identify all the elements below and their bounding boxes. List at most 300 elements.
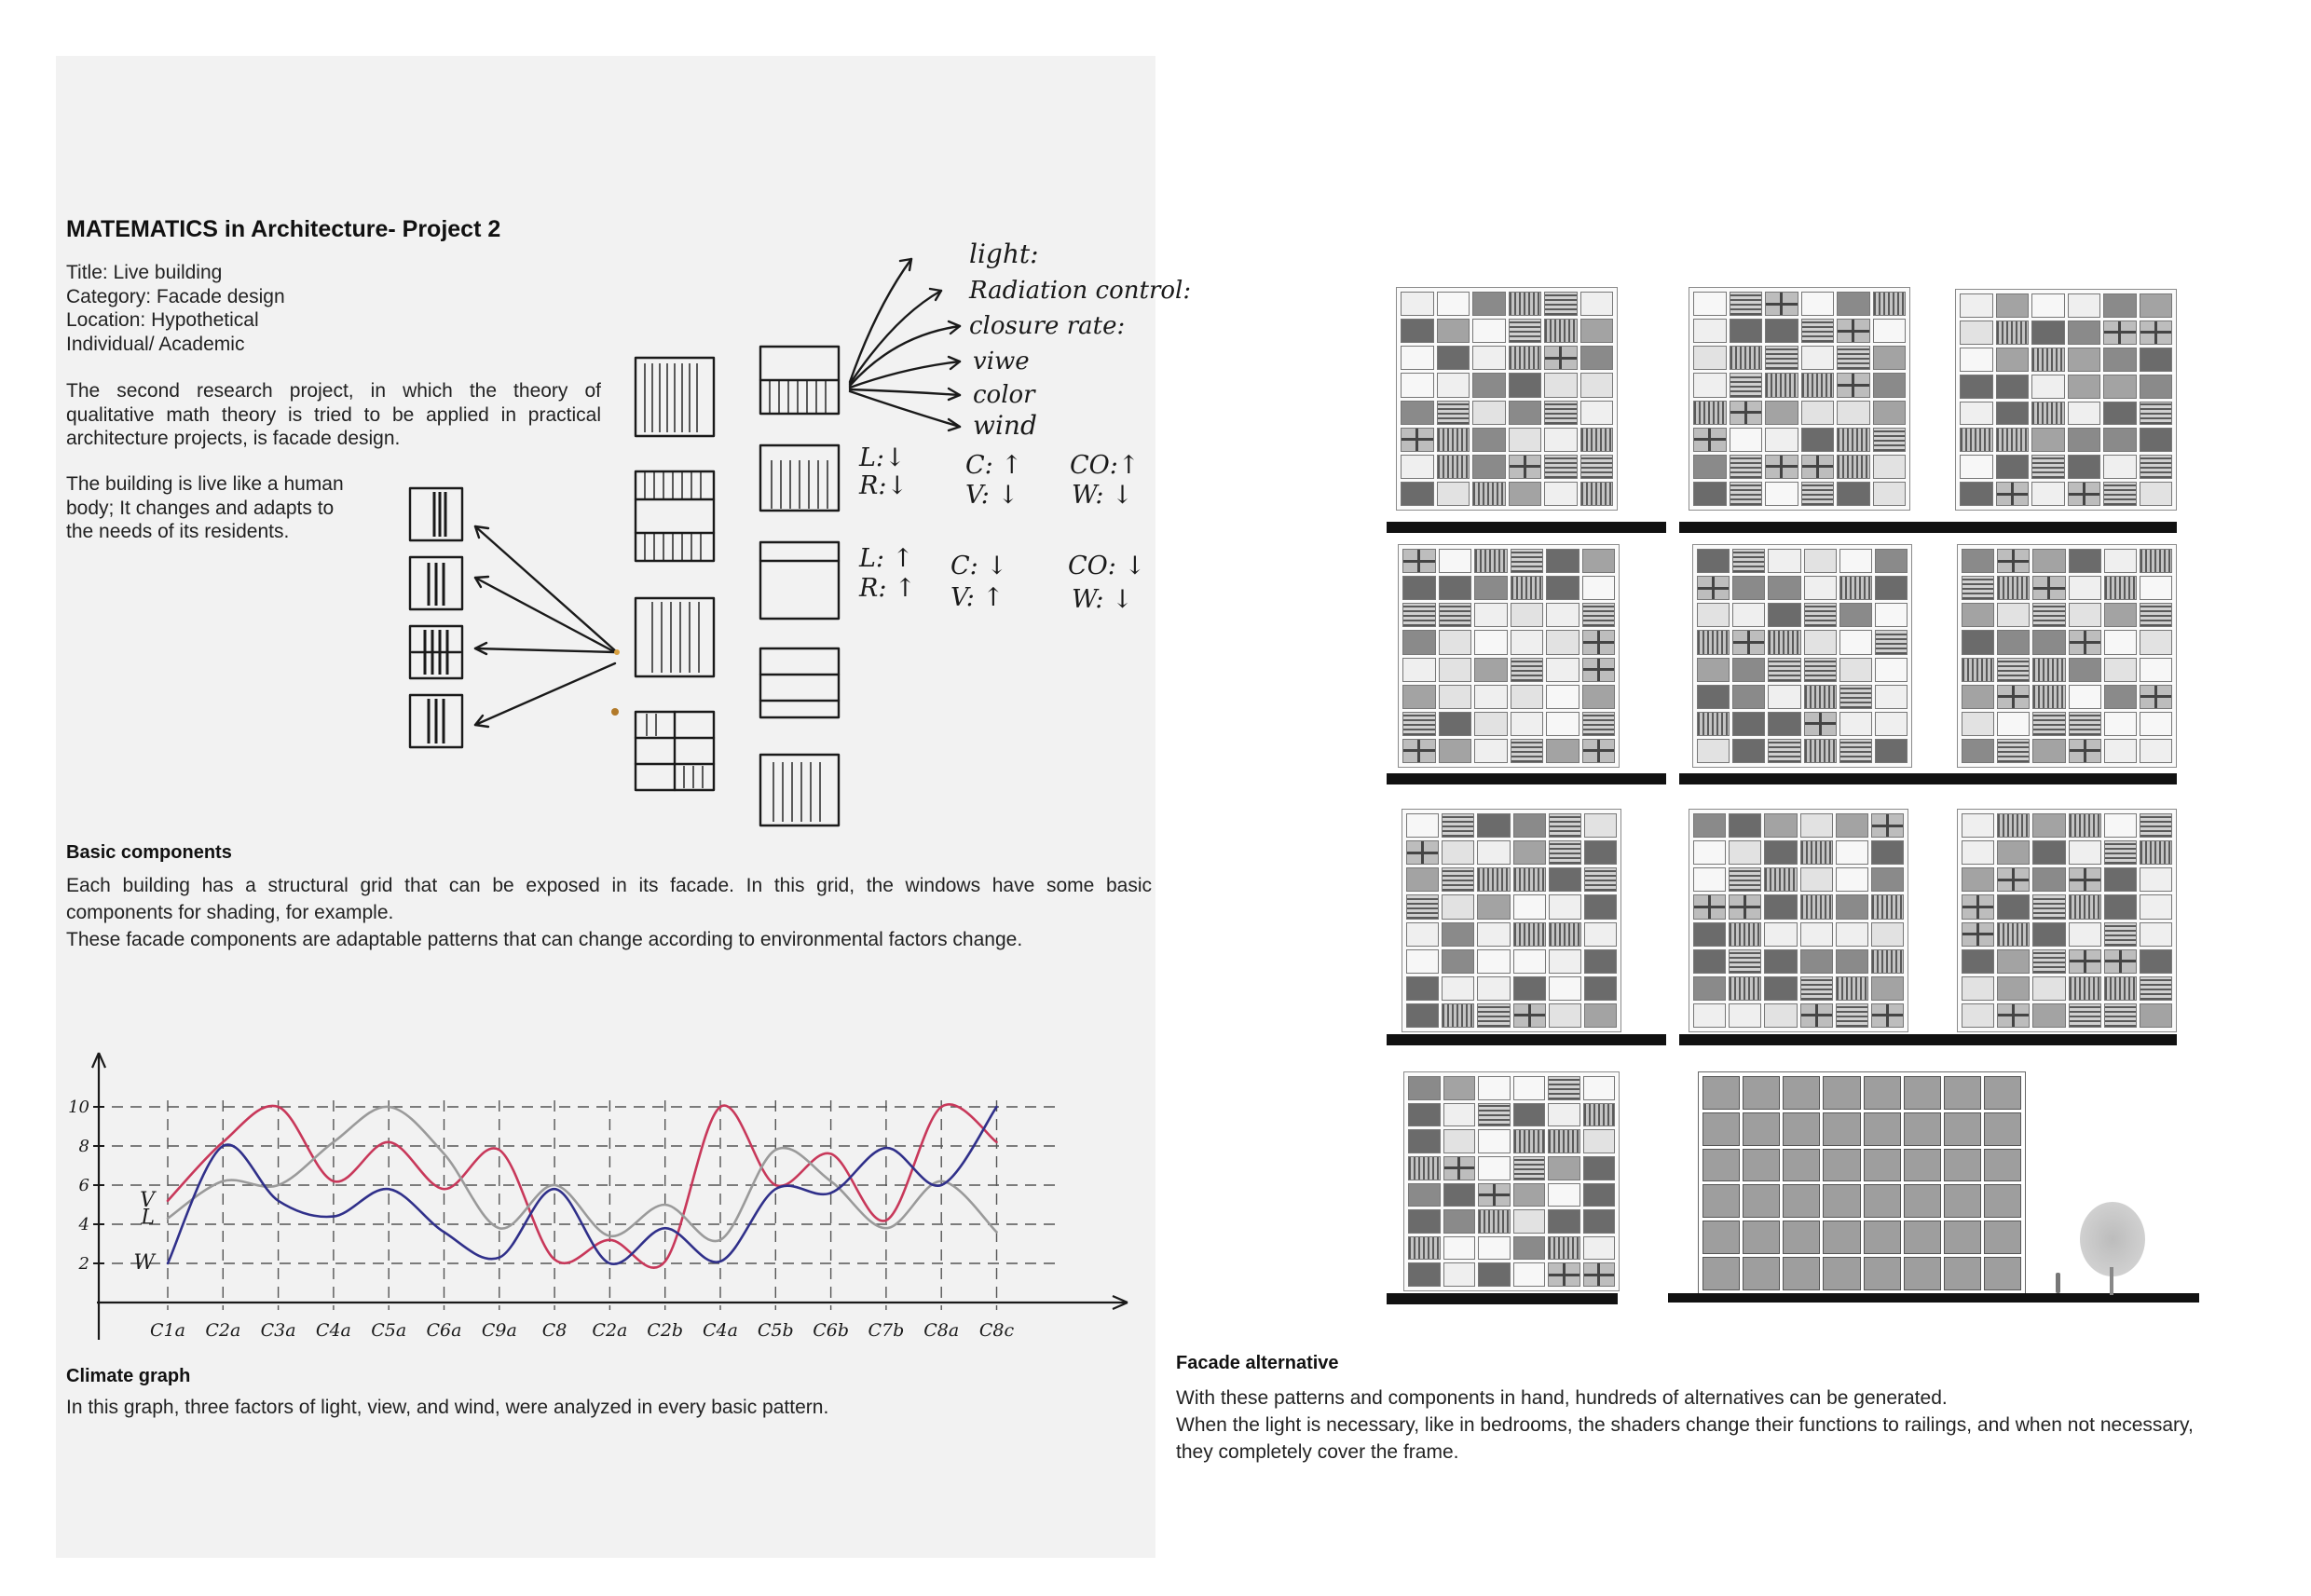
facade-panel [1442,1003,1474,1028]
facade-panel [1839,576,1872,600]
facade-panel [1546,712,1579,736]
facade-panel [1478,1183,1511,1207]
facade-panel [1584,894,1617,919]
facade-panel [1765,482,1798,506]
climate-text: In this graph, three factors of light, view, and wind, were analyzed in every basic pattern. [66,1397,829,1418]
facade-panel [1693,428,1727,452]
facade-panel [1513,1209,1546,1234]
facade-panel [1513,1156,1546,1180]
facade-panel [1839,603,1872,627]
facade-panel [1801,455,1835,479]
ground-base [1668,1293,2199,1303]
note-w: W: ↓ [1072,585,1133,614]
facade-panel [1582,630,1616,654]
facade-panel [1801,346,1835,370]
facade-panel [1702,1112,1740,1146]
ground-base [1679,1034,1959,1045]
note-c: C: ↓ [950,552,1007,580]
facade-panel [1836,840,1868,865]
facade-panel [2069,949,2101,974]
facade-elevation-2 [1689,287,1910,511]
facade-panel [2032,949,2065,974]
facade-panel [1996,455,2030,479]
facade-panel [1783,1112,1820,1146]
facade-panel [1836,922,1868,947]
facade-panel [1474,630,1508,654]
facade-panel [1875,658,1908,682]
facade-panel [1443,1183,1476,1207]
facade-panel [1804,658,1837,682]
facade-panel [1743,1149,1780,1182]
note-l: L:↓ [859,443,906,472]
facade-panel [1837,346,1870,370]
facade-panel [1871,813,1904,838]
facade-panel [1511,549,1544,573]
facade-panel [2140,685,2172,709]
facade-panel [1732,630,1765,654]
facade-panel [1509,373,1542,397]
note-r: R:↓ [859,471,909,500]
facade-elevation-9 [1957,809,2177,1032]
page-title: MATEMATICS in Architecture- Project 2 [66,216,501,242]
facade-panel [1836,894,1868,919]
facade-panel [2140,739,2172,763]
facade-panel [1513,840,1546,865]
facade-panel [1401,428,1434,452]
facade-panel [1439,739,1472,763]
facade-panel [1730,401,1763,425]
facade-panel [1804,603,1837,627]
facade-panel [1768,658,1800,682]
facade-panel [1544,401,1578,425]
facade-panel [1768,685,1800,709]
facade-panel [1837,292,1870,316]
facade-panel [2069,1003,2101,1028]
facade-panel [1583,1103,1616,1127]
facade-panel [1408,1129,1441,1153]
series-label-l: L [141,1206,155,1230]
facade-panel [1864,1076,1901,1110]
facade-panel [1582,712,1616,736]
facade-panel [1730,373,1763,397]
facade-panel [1513,949,1546,974]
facade-heading: Facade alternative [1176,1353,1339,1373]
facade-panel [1584,976,1617,1001]
facade-panel [1837,401,1870,425]
facade-panel [1873,292,1907,316]
facade-panel [1513,1262,1546,1287]
facade-panel [1509,401,1542,425]
series-line-l [168,1107,997,1241]
factor-closure: closure rate: [969,312,1126,340]
intro-line: architecture projects, is facade design. [66,428,401,449]
facade-panel [1984,1149,2021,1182]
facade-panel [1402,712,1436,736]
facade-panel [2104,549,2137,573]
small-pattern-boxes [410,488,462,747]
facade-panel [1549,922,1581,947]
facade-panel [1743,1257,1780,1290]
facade-panel [2103,375,2137,399]
facade-panel [1962,922,1994,947]
y-tick-label: 10 [68,1098,89,1117]
facade-panel [1442,949,1474,974]
facade-panel [2032,922,2065,947]
live-line: The building is live like a human [66,473,344,495]
facade-panel [1439,658,1472,682]
facade-panel [2140,603,2172,627]
facade-panel [1580,428,1614,452]
facade-panel [1702,1184,1740,1218]
facade-panel [1478,1262,1511,1287]
facade-panel [1478,1076,1511,1100]
facade-panel [1402,576,1436,600]
facade-panel [2032,712,2065,736]
facade-panel [1732,739,1765,763]
facade-panel [1513,1236,1546,1261]
facade-panel [1584,922,1617,947]
facade-panel [1800,922,1833,947]
note-v: V: ↓ [965,481,1019,510]
facade-panel [1837,428,1870,452]
facade-panel [2140,428,2173,452]
facade-panel [1546,630,1579,654]
facade-panel [1580,292,1614,316]
facade-panel [2140,813,2172,838]
basic-line: components for shading, for example. [66,902,394,923]
facade-panel [1997,685,2030,709]
facade-panel [1800,949,1833,974]
facade-panel [1584,813,1617,838]
facade-panel [1511,630,1544,654]
facade-elevation-4 [1398,544,1620,768]
facade-panel [2140,375,2173,399]
facade-panel [1549,867,1581,892]
facade-panel [1439,549,1472,573]
facade-panel [1548,1262,1580,1287]
facade-panel [2069,894,2101,919]
facade-panel [1765,346,1798,370]
facade-panel [1693,482,1727,506]
facade-panel [1904,1184,1941,1218]
facade-panel [1823,1257,1860,1290]
x-tick-label: C3a [260,1320,296,1341]
facade-panel [1729,976,1761,1001]
facade-panel [1544,455,1578,479]
facade-panel [1962,685,1994,709]
meta-type: Individual/ Academic [66,333,245,355]
facade-line: When the light is necessary, like in bedrooms, the shaders change their functions to railings, and when not necessary, [1176,1414,2194,1436]
facade-panel [1962,867,1994,892]
facade-panel [1962,813,1994,838]
facade-panel [2104,894,2137,919]
facade-panel [1768,603,1800,627]
facade-panel [1836,867,1868,892]
facade-panel [1800,894,1833,919]
facade-panel [1996,293,2030,318]
facade-panel [2103,455,2137,479]
facade-panel [1439,685,1472,709]
facade-panel [1962,576,1994,600]
facade-panel [1944,1221,1981,1254]
facade-elevation-8 [1689,809,1908,1032]
facade-panel [1997,894,2030,919]
facade-panel [1697,549,1730,573]
facade-panel [1478,1103,1511,1127]
facade-panel [1544,292,1578,316]
facade-panel [1960,482,1993,506]
facade-panel [2140,976,2172,1001]
facade-panel [1871,976,1904,1001]
x-tick-label: C5b [757,1320,794,1341]
ground-base [1946,1034,2177,1045]
facade-panel [1511,685,1544,709]
facade-panel [1472,319,1506,343]
facade-panel [1875,712,1908,736]
note-v: V: ↑ [950,583,1005,612]
facade-panel [1783,1221,1820,1254]
facade-panel [1511,739,1544,763]
facade-panel [2140,293,2173,318]
facade-panel [2068,428,2101,452]
facade-panel [1544,482,1578,506]
x-tick-label: C9a [481,1320,517,1341]
facade-panel [1408,1236,1441,1261]
facade-panel [2032,630,2065,654]
facade-panel [2104,712,2137,736]
factor-radiation: Radiation control: [969,277,1192,305]
facade-panel [1837,455,1870,479]
facade-panel [1697,712,1730,736]
ground-base [1387,773,1666,784]
facade-panel [1472,373,1506,397]
facade-grid [1960,293,2172,506]
facade-panel [1513,1076,1546,1100]
factor-view: viwe [973,348,1030,375]
facade-panel [1962,603,1994,627]
facade-panel [1823,1221,1860,1254]
facade-panel [2140,455,2173,479]
facade-panel [1546,658,1579,682]
facade-panel [1871,1003,1904,1028]
facade-panel [1443,1236,1476,1261]
facade-panel [2031,428,2065,452]
person-icon [2056,1273,2060,1293]
facade-panel [2031,348,2065,372]
facade-panel [1743,1112,1780,1146]
ground-base [1387,1293,1618,1304]
facade-panel [2032,658,2065,682]
facade-panel [1697,630,1730,654]
facade-panel [1873,319,1907,343]
facade-panel [2032,739,2065,763]
facade-panel [1875,603,1908,627]
facade-panel [2031,375,2065,399]
facade-panel [1730,455,1763,479]
facade-panel [1442,922,1474,947]
facade-elevation-1 [1396,287,1618,511]
factor-notes-up [858,443,1140,510]
facade-panel [1693,840,1726,865]
facade-panel [1944,1076,1981,1110]
facade-panel [1582,603,1616,627]
facade-panel [1804,739,1837,763]
facade-panel [1401,346,1434,370]
facade-panel [1996,402,2030,426]
facade-panel [1477,949,1510,974]
facade-panel [1839,658,1872,682]
facade-panel [1944,1184,1981,1218]
x-tick-label: C7b [868,1320,905,1341]
facade-panel [1544,428,1578,452]
facade-panel [1800,840,1833,865]
facade-panel [1984,1257,2021,1290]
facade-panel [2069,658,2101,682]
facade-elevation-10 [1403,1071,1620,1291]
facade-panel [1549,1003,1581,1028]
facade-panel [1584,867,1617,892]
facade-panel [1472,292,1506,316]
facade-panel [1764,976,1797,1001]
facade-panel [1583,1129,1616,1153]
facade-panel [1764,949,1797,974]
facade-panel [1904,1076,1941,1110]
facade-panel [1765,401,1798,425]
facade-panel [1693,401,1727,425]
chart-labels [68,1098,1014,1341]
facade-panel [1960,321,1993,345]
facade-panel [1768,549,1800,573]
facade-panel [1513,1103,1546,1127]
facade-panel [1408,1262,1441,1287]
facade-panel [1478,1209,1511,1234]
facade-panel [1729,894,1761,919]
facade-panel [2103,321,2137,345]
facade-panel [1730,428,1763,452]
facade-grid [1693,813,1904,1028]
facade-panel [1402,739,1436,763]
ground-base [1387,522,1666,533]
facade-panel [1401,292,1434,316]
facade-panel [1406,976,1439,1001]
facade-panel [2032,840,2065,865]
facade-panel [1783,1184,1820,1218]
meta-location: Location: Hypothetical [66,309,259,331]
y-tick-label: 6 [78,1176,89,1195]
x-tick-label: C6a [426,1320,462,1341]
climate-heading: Climate graph [66,1366,191,1386]
facade-panel [1804,712,1837,736]
x-tick-label: C2b [647,1320,684,1341]
facade-panel [1439,603,1472,627]
facade-panel [1702,1076,1740,1110]
facade-panel [1580,346,1614,370]
facade-panel [1513,867,1546,892]
facade-panel [1764,1003,1797,1028]
facade-panel [1873,482,1907,506]
facade-panel [1875,576,1908,600]
facade-panel [1904,1149,1941,1182]
facade-panel [2103,293,2137,318]
facade-panel [1962,630,1994,654]
facade-panel [2069,922,2101,947]
facade-panel [1509,455,1542,479]
basic-line: Each building has a structural grid that can be exposed in its facade. In this grid, the windows have some basic [66,875,1152,896]
facade-panel [1443,1076,1476,1100]
facade-panel [1801,319,1835,343]
facade-panel [2140,922,2172,947]
basic-components-text [66,872,1152,953]
facade-panel [1439,576,1472,600]
facade-panel [1997,922,2030,947]
facade-panel [1549,894,1581,919]
facade-panel [1443,1103,1476,1127]
facade-panel [2032,813,2065,838]
facade-panel [1984,1112,2021,1146]
tree-trunk [2110,1267,2113,1295]
facade-panel [1548,1236,1580,1261]
facade-panel [1693,867,1726,892]
facade-panel [1406,867,1439,892]
facade-panel [2104,603,2137,627]
facade-panel [2069,712,2101,736]
facade-panel [1871,922,1904,947]
y-tick-label: 8 [78,1137,89,1156]
facade-grid [1402,549,1615,763]
facade-panel [2069,685,2101,709]
facade-panel [2032,685,2065,709]
facade-panel [1513,894,1546,919]
facade-panel [1582,549,1616,573]
facade-panel [1546,576,1579,600]
facade-panel [1944,1257,1981,1290]
facade-panel [1546,549,1579,573]
facade-panel [2068,402,2101,426]
facade-panel [1801,482,1835,506]
facade-panel [1546,685,1579,709]
facade-panel [2069,739,2101,763]
facade-panel [1804,549,1837,573]
facade-panel [2069,630,2101,654]
facade-panel [1962,894,1994,919]
facade-panel [1702,1257,1740,1290]
facade-panel [1904,1221,1941,1254]
facade-panel [1997,840,2030,865]
facade-panel [1509,482,1542,506]
facade-panel [1697,658,1730,682]
facade-panel [2140,894,2172,919]
facade-panel [1768,576,1800,600]
facade-panel [1875,685,1908,709]
facade-panel [1729,867,1761,892]
facade-panel [2032,894,2065,919]
facade-panel [1437,455,1470,479]
ground-base [1679,522,1959,533]
facade-panel [1513,976,1546,1001]
facade-panel [1478,1129,1511,1153]
facade-panel [1997,739,2030,763]
facade-grid [1697,549,1908,763]
facade-panel [1904,1257,1941,1290]
facade-panel [2032,603,2065,627]
facade-panel [1783,1257,1820,1290]
facade-panel [1509,319,1542,343]
facade-panel [1443,1209,1476,1234]
facade-panel [1871,867,1904,892]
facade-panel [1837,373,1870,397]
facade-panel [1583,1183,1616,1207]
facade-panel [1437,373,1470,397]
